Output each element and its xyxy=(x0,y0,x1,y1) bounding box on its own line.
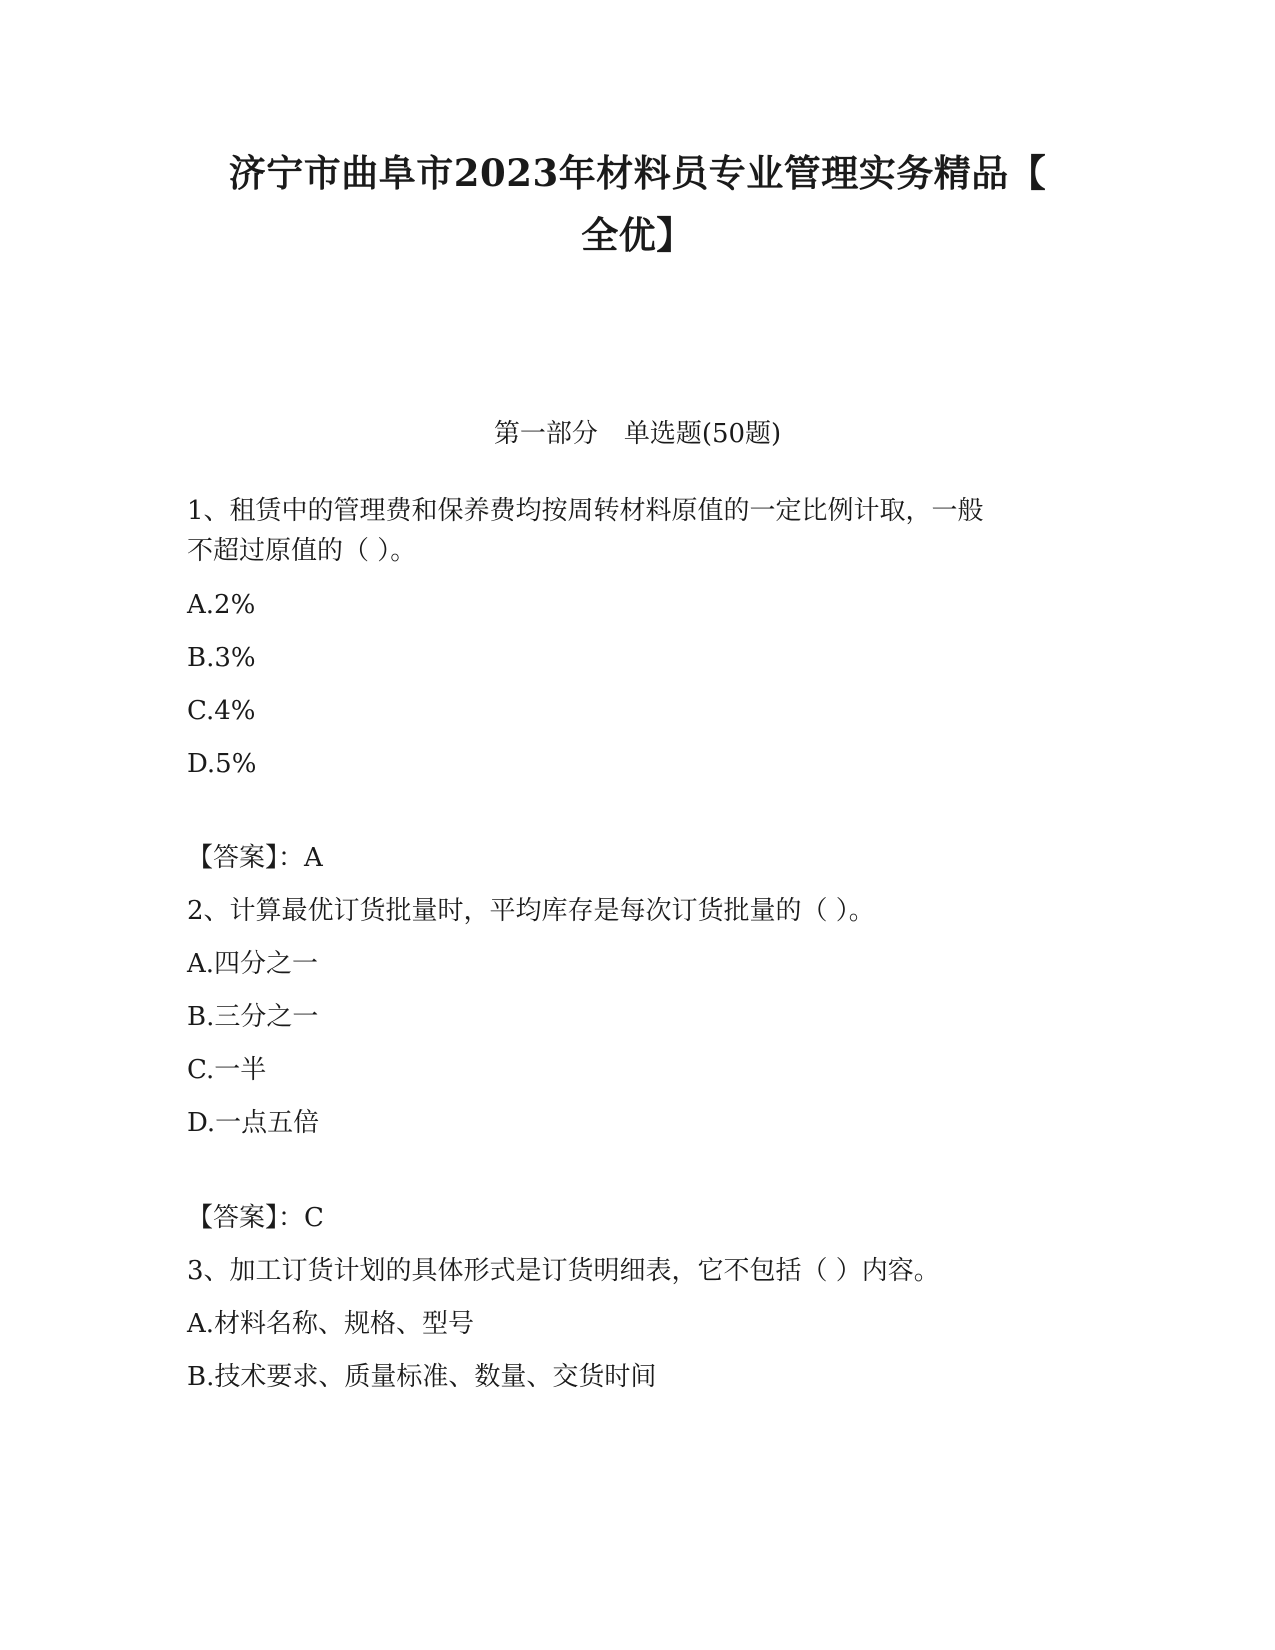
question-3-option-b: B.技术要求、质量标准、数量、交货时间 xyxy=(187,1362,657,1392)
question-1-option-a: A.2% xyxy=(187,590,256,620)
question-1-option-c: C.4% xyxy=(187,696,256,726)
question-1-stem-line-2: 不超过原值的（ ）。 xyxy=(187,536,417,566)
question-1-stem-line-1: 1、租赁中的管理费和保养费均按周转材料原值的一定比例计取，一般 xyxy=(187,496,984,526)
question-2-option-c: C.一半 xyxy=(187,1055,267,1085)
question-2-stem: 2、计算最优订货批量时，平均库存是每次订货批量的（ ）。 xyxy=(187,896,875,926)
document-title-line-1: 济宁市曲阜市2023年材料员专业管理实务精品【 xyxy=(228,151,1047,195)
question-3-stem: 3、加工订货计划的具体形式是订货明细表，它不包括（ ）内容。 xyxy=(187,1256,940,1286)
question-1-answer: 【答案】：A xyxy=(187,843,323,873)
question-2-option-d: D.一点五倍 xyxy=(187,1108,320,1138)
document-title-line-2: 全优】 xyxy=(581,213,694,257)
question-1-option-d: D.5% xyxy=(187,749,257,779)
document-title xyxy=(150,142,1125,266)
question-2-option-a: A.四分之一 xyxy=(187,949,319,979)
question-2-answer: 【答案】：C xyxy=(187,1203,324,1233)
question-3-option-a: A.材料名称、规格、型号 xyxy=(187,1309,475,1339)
question-1-option-b: B.3% xyxy=(187,643,256,673)
question-2-option-b: B.三分之一 xyxy=(187,1002,319,1032)
section-heading: 第一部分 单选题(50题) xyxy=(493,419,782,449)
